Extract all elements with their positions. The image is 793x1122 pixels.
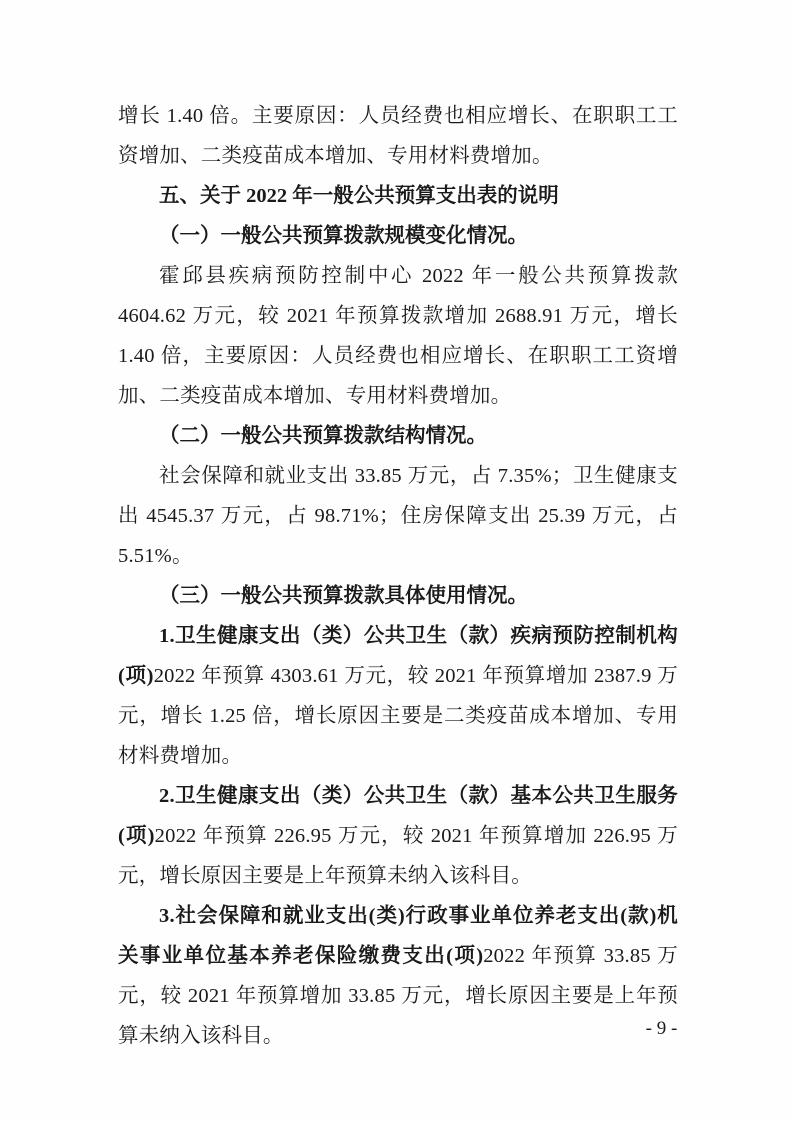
subsection-heading-two: （二）一般公共预算拨款结构情况。 [159,425,487,447]
section-heading-five: 五、关于 2022 年一般公共预算支出表的说明 [159,185,559,207]
paragraph-item-1-text: 2022 年预算 4303.61 万元，较 2021 年预算增加 2387.9 万元，增长 1.25 倍，增长原因主要是二类疫苗成本增加、专用材料费增加。 [118,665,678,767]
paragraph-item-1-prefix: 1.卫生健康支出（类）公共卫生（款）疾病预防控制机构(项) [118,625,678,687]
paragraph-continued: 增长 1.40 倍。主要原因：人员经费也相应增长、在职职工工资增加、二类疫苗成本增加、专用材料费增加。 [118,105,678,167]
paragraph-item-2-prefix: 2.卫生健康支出（类）公共卫生（款）基本公共卫生服务(项) [118,785,678,847]
paragraph-item-2 [118,776,678,896]
page-number-value: - 9 - [645,1018,678,1039]
subsection-heading-three: （三）一般公共预算拨款具体使用情况。 [159,585,528,607]
paragraph-item-1 [118,616,678,776]
paragraph-item-3-prefix: 3.社会保障和就业支出(类)行政事业单位养老支出(款)机关事业单位基本养老保险缴费支出(项) [118,905,678,967]
page-number [0,1018,793,1040]
document-body [118,96,678,1056]
paragraph-budget-structure: 社会保障和就业支出 33.85 万元，占 7.35%；卫生健康支出 4545.37 万元，占 98.71%；住房保障支出 25.39 万元，占 5.51%。 [118,465,678,567]
paragraph-budget-scale: 霍邱县疾病预防控制中心 2022 年一般公共预算拨款 4604.62 万元，较 2021 年预算拨款增加 2688.91 万元，增长 1.40 倍，主要原因：人员经费也相应增长、在职职工工资增加、二类疫苗成本增加、专用材料费增加。 [118,265,678,407]
paragraph-item-3-text: 2022 年预算 33.85 万元，较 2021 年预算增加 33.85 万元，增长原因主要是上年预算未纳入该科目。 [118,945,678,1047]
paragraph-item-2-text: 2022 年预算 226.95 万元，较 2021 年预算增加 226.95 万元，增长原因主要是上年预算未纳入该科目。 [118,825,678,887]
subsection-heading-one: （一）一般公共预算拨款规模变化情况。 [159,225,528,247]
